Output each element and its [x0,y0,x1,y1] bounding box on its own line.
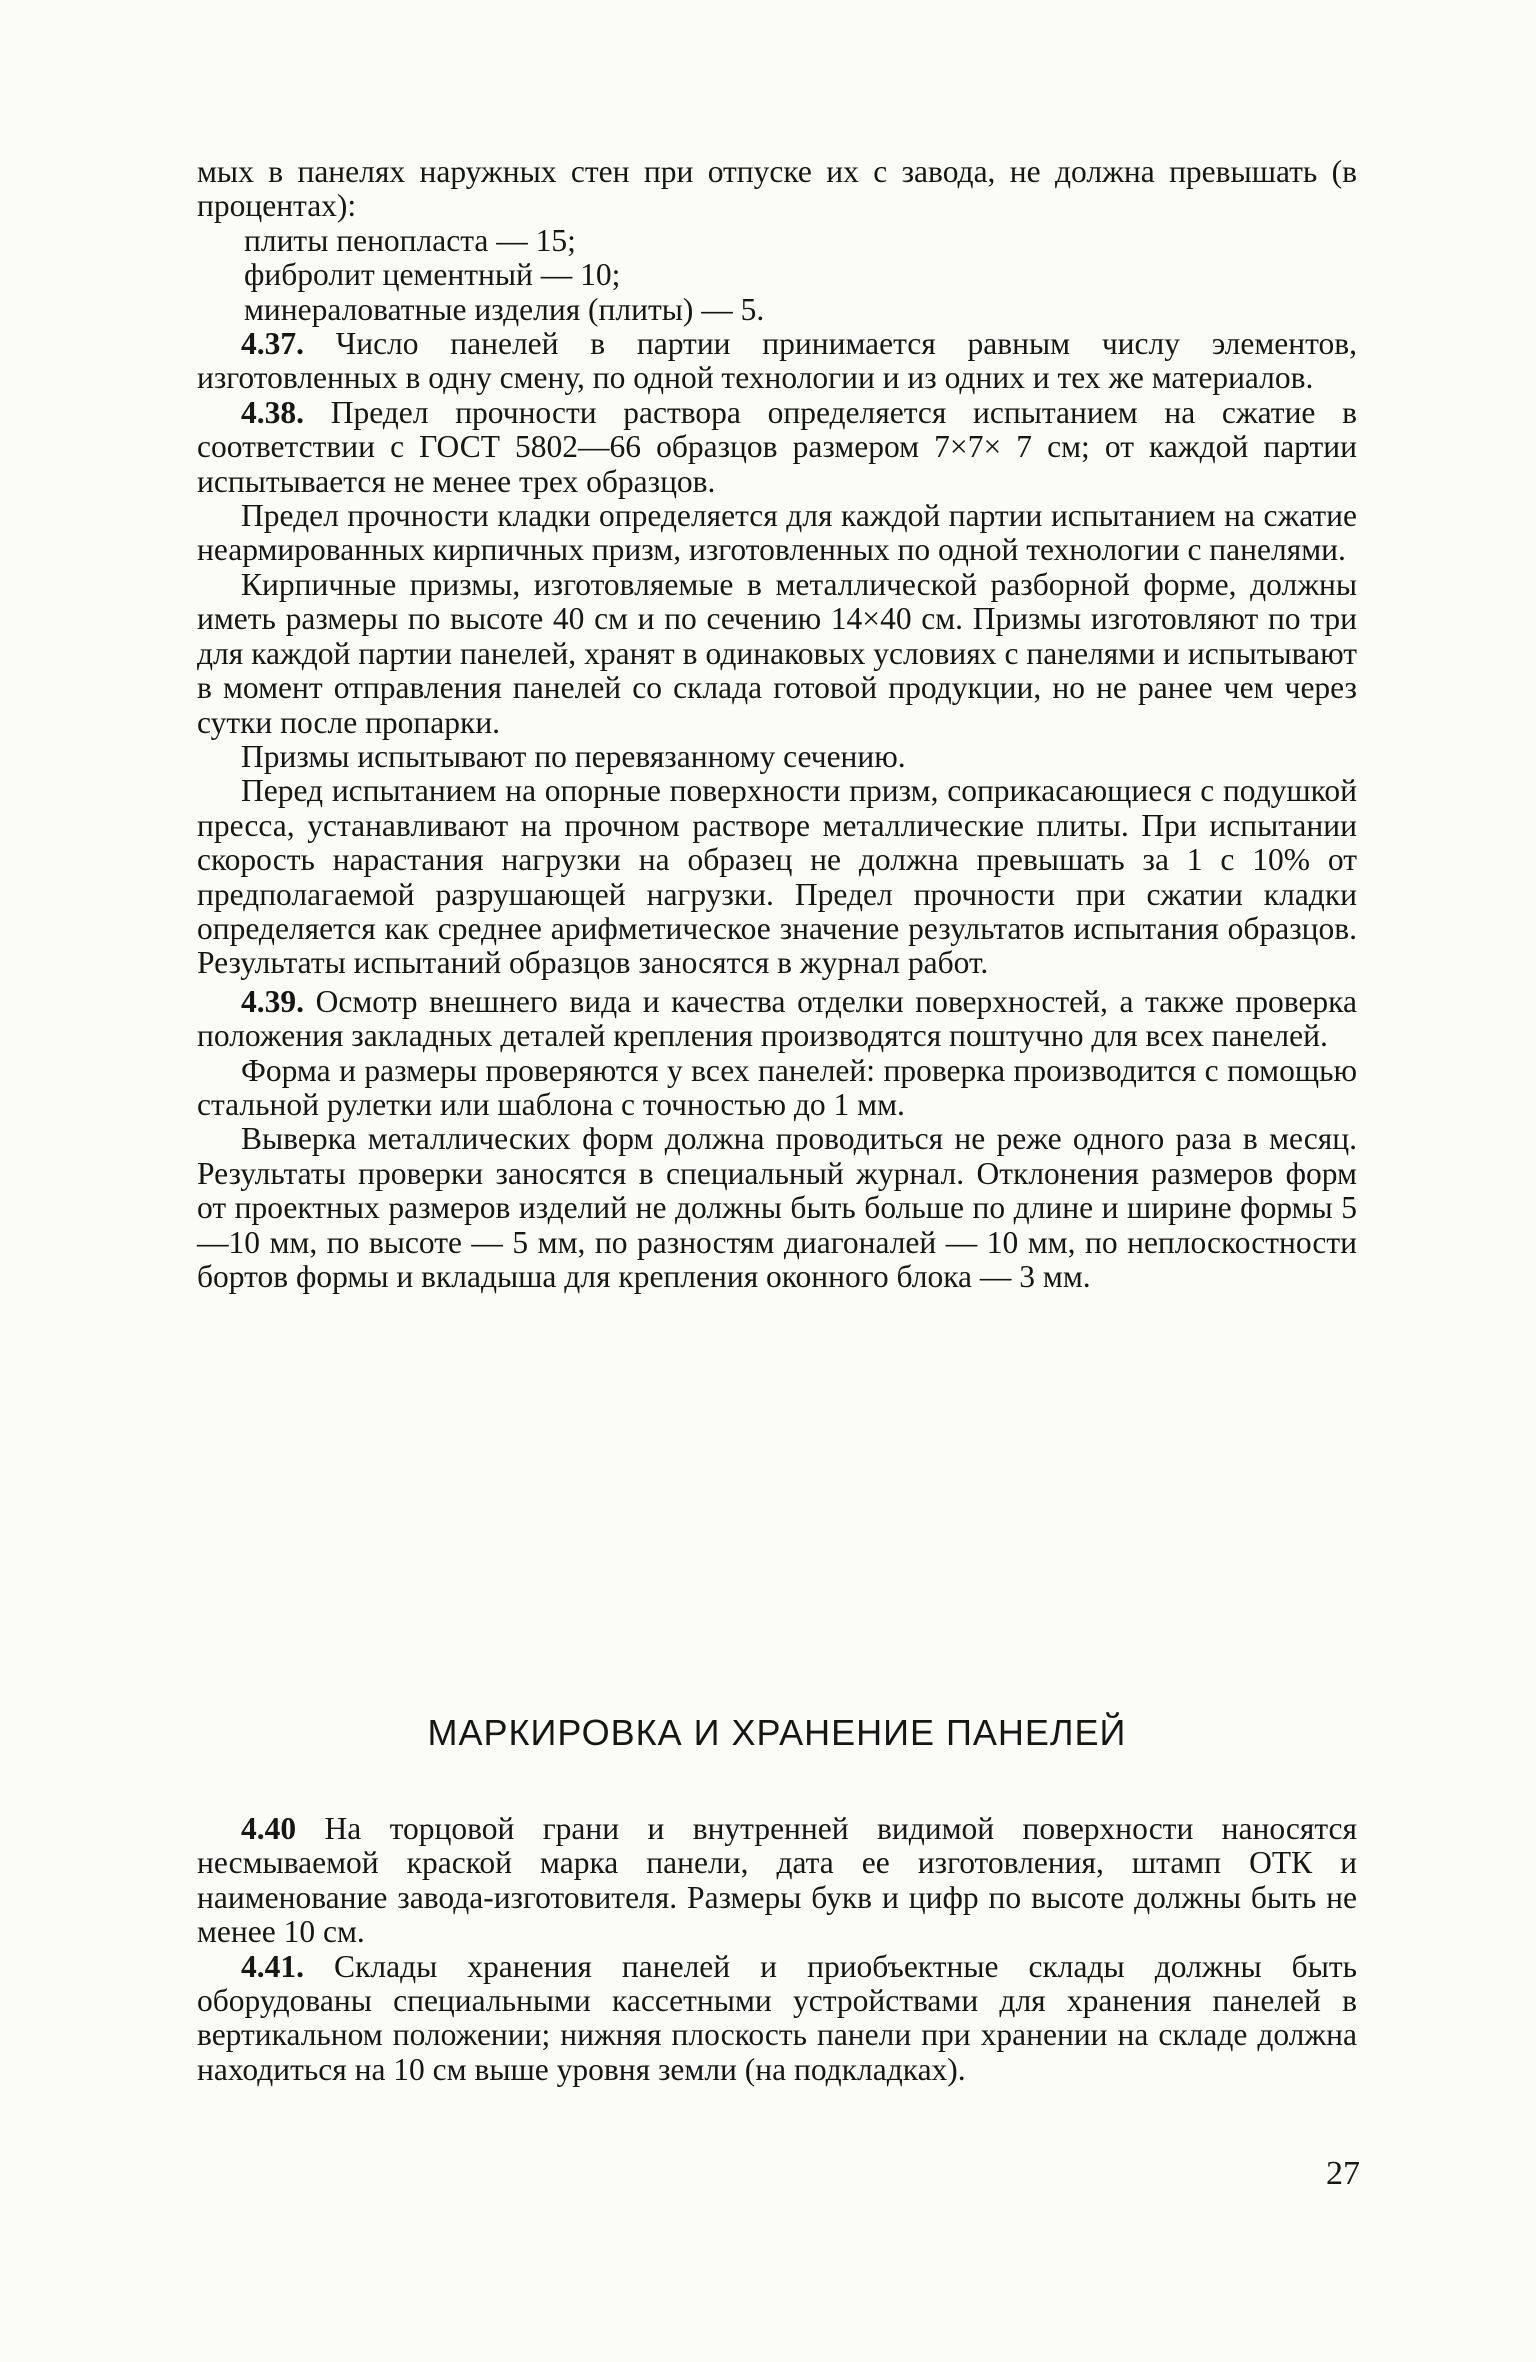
paragraph: Перед испытанием на опорные поверхности призм, соприкасающиеся с подушкой пресса, устанавливают на прочном растворе металлические плиты. При испытании скорость нарастания нагрузки на образец не должна превышать за 1 с 10% от предполагаемой разрушающей нагрузки. Предел прочности при сжатии кладки определяется как среднее арифметическое значение результатов испытания образцов. Результаты испытаний образцов заносятся в журнал работ. [197,773,1357,981]
section-heading: МАРКИРОВКА И ХРАНЕНИЕ ПАНЕЛЕЙ [427,1712,1127,1753]
paragraph-4-38 [197,396,1357,499]
section-body-text [197,1812,1357,2087]
paragraph-text: На торцовой грани и внутренней видимой поверхности наносятся несмываемой краской марка панели, дата ее изготовления, штамп ОТК и наименование завода-изготовителя. Размеры букв и цифр по высоте должны быть не менее 10 см. [197,1811,1357,1950]
paragraph-4-37 [197,327,1357,396]
paragraph-number: 4.40 [241,1811,297,1846]
paragraph-number: 4.37. [241,326,304,362]
paragraph-4-40 [197,1812,1357,1950]
paragraph-4-39 [197,985,1357,1054]
paragraph: Предел прочности кладки определяется для каждой партии испытанием на сжатие неармированных кирпичных призм, изготовленных по одной технологии с панелями. [197,498,1357,568]
paragraph-text: Предел прочности раствора определяется испытанием на сжатие в соответствии с ГОСТ 5802—66 образцов размером 7×7× 7 см; от каждой партии испытывается не менее трех образцов. [197,394,1357,499]
paragraph-number: 4.41. [241,1948,304,1984]
paragraph-4-41 [197,1950,1357,2088]
list-item: фибролит цементный — 10; [244,257,621,293]
paragraph-text: Склады хранения панелей и приобъектные склады должны быть оборудованы специальными кассетными устройствами для хранения панелей в вертикальном положении; нижняя плоскость панели при хранении на складе должна находиться на 10 см выше уровня земли (на подкладках). [197,1948,1357,2087]
paragraph-number: 4.38. [241,394,304,430]
paragraph-number: 4.39. [241,983,304,1019]
paragraph: Форма и размеры проверяются у всех панелей: проверка производится с помощью стальной рулетки или шаблона с точностью до 1 мм. [197,1052,1357,1122]
body-text [197,155,1357,1294]
list-item: минераловатные изделия (плиты) — 5. [244,291,765,327]
paragraph: Кирпичные призмы, изготовляемые в металлической разборной форме, должны иметь размеры по высоте 40 см и по сечению 14×40 см. Призмы изготовляют по три для каждой партии панелей, хранят в одинаковых условиях с панелями и испытывают в момент отправления панелей со склада готовой продукции, но не ранее чем через сутки после пропарки. [197,566,1357,740]
paragraph: Призмы испытывают по перевязанному сечению. [241,738,906,774]
page-number: 27 [1326,2155,1360,2192]
paragraph: Выверка металлических форм должна проводиться не реже одного раза в месяц. Результаты проверки заносятся в специальный журнал. Отклонения размеров форм от проектных размеров изделий не должны быть больше по длине и ширине формы 5—10 мм, по высоте — 5 мм, по разностям диагоналей — 10 мм, по неплоскостности бортов формы и вкладыша для крепления оконного блока — 3 мм. [197,1121,1357,1294]
paragraph-text: Осмотр внешнего вида и качества отделки поверхностей, а также проверка положения закладных деталей крепления производятся поштучно для всех панелей. [197,983,1357,1054]
paragraph-text: Число панелей в партии принимается равным числу элементов, изготовленных в одну смену, по одной технологии и из одних и тех же материалов. [197,326,1357,396]
paragraph-continuation: мых в панелях наружных стен при отпуске их с завода, не должна превышать (в процентах): [197,154,1357,224]
list-item: плиты пенопласта — 15; [244,222,576,258]
